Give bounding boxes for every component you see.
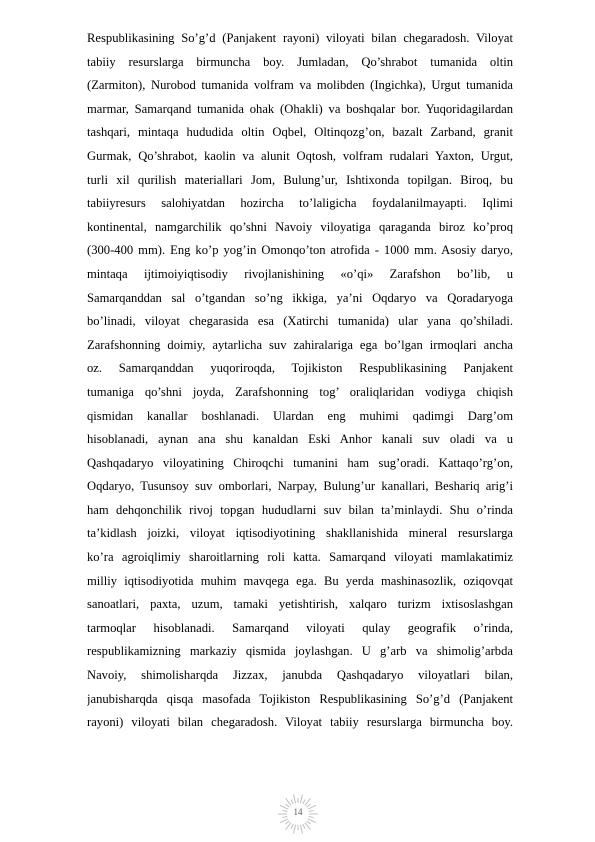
text-line: tashqari, mintaqa hududida oltin Oqbel, Oltinqozg’on, bazalt Zarband, granit: [87, 125, 513, 140]
page-number: 14: [293, 807, 303, 817]
text-line: janubisharqda qisqa masofada Tojikiston Respublikasining So’g’d (Panjakent: [87, 691, 513, 706]
text-line: mintaqa ijtimoiyiqtisodiy rivojlanishining «o’qi» Zarafshon bo’lib, u: [87, 266, 513, 281]
text-line: Qashqadaryo viloyatining Chiroqchi tumanini ham sug’oradi. Kattaqo’rg’on,: [87, 455, 513, 470]
text-line: Samarqanddan sal o’tgandan so’ng ikkiga, ya’ni Oqdaryo va Qoradaryoga: [87, 290, 513, 305]
text-line: qismidan kanallar boshlanadi. Ulardan eng muhimi qadimgi Darg’om: [87, 408, 513, 423]
text-line: tabiiy resurslarga birmuncha boy. Jumladan, Qo’shrabot tumanida oltin: [87, 54, 513, 69]
page-footer: [275, 792, 321, 838]
text-line: Navoiy, shimolisharqda Jizzax, janubda Qashqadaryo viloyatlari bilan,: [87, 668, 513, 683]
text-line: sanoatlari, paxta, uzum, tamaki yetishtirish, xalqaro turizm ixtisoslashgan: [87, 597, 513, 612]
text-line: tarmoqlar hisoblanadi. Samarqand viloyati qulay geografik o’rinda,: [87, 620, 513, 635]
text-line: Oqdaryo, Tusunsoy suv omborlari, Narpay, Bulung’ur kanallari, Beshariq arig’i: [87, 479, 513, 494]
text-line: rayoni) viloyati bilan chegaradosh. Viloyat tabiiy resurslarga birmuncha boy.: [87, 715, 513, 730]
text-line: bo’linadi, viloyat chegarasida esa (Xatirchi tumanida) ular yana qo’shiladi.: [87, 314, 513, 329]
text-line: milliy iqtisodiyotida muhim mavqega ega. Bu yerda mashinasozlik, oziqovqat: [87, 573, 513, 588]
text-line: tumaniga qo’shni joyda, Zarafshonning tog’ oraliqlaridan vodiyga chiqish: [87, 384, 513, 399]
text-line: kontinental, namgarchilik qo’shni Navoiy viloyatiga qaraganda biroz ko’proq: [87, 219, 513, 234]
text-line: tabiiyresurs salohiyatdan hozircha to’laligicha foydalanilmayapti. Iqlimi: [87, 196, 513, 211]
text-line: oz. Samarqanddan yuqoriroqda, Tojikiston Respublikasining Panjakent: [87, 361, 513, 376]
body-text: [87, 27, 513, 735]
text-line: respublikamizning markaziy qismida joylashgan. U g’arb va shimolig’arbda: [87, 644, 513, 659]
text-line: ko’ra agroiqlimiy sharoitlarning roli katta. Samarqand viloyati mamlakatimiz: [87, 550, 513, 565]
text-line: ta’kidlash joizki, viloyat iqtisodiyotining shakllanishida mineral resurslarga: [87, 526, 513, 541]
text-line: turli xil qurilish materiallari Jom, Bulung’ur, Ishtixonda topilgan. Biroq, bu: [87, 172, 513, 187]
text-line: (Zarmiton), Nurobod tumanida volfram va molibden (Ingichka), Urgut tumanida: [87, 78, 513, 93]
text-line: (300-400 mm). Eng ko’p yog’in Omonqo’ton atrofida - 1000 mm. Asosiy daryo,: [87, 243, 513, 258]
text-line: marmar, Samarqand tumanida ohak (Ohakli) va boshqalar bor. Yuqoridagilardan: [87, 101, 513, 116]
text-line: Zarafshonning doimiy, aytarlicha suv zahiralariga ega bo’lgan irmoqlari ancha: [87, 337, 513, 352]
text-line: ham dehqonchilik rivoj topgan hududlarni suv bilan ta’minlaydi. Shu o’rinda: [87, 502, 513, 517]
text-line: Gurmak, Qo’shrabot, kaolin va alunit Oqtosh, volfram rudalari Yaxton, Urgut,: [87, 148, 513, 163]
text-line: hisoblanadi, aynan ana shu kanaldan Eski Anhor kanali suv oladi va u: [87, 432, 513, 447]
text-line: Respublikasining So’g’d (Panjakent rayoni) viloyati bilan chegaradosh. Viloyat: [87, 31, 513, 45]
